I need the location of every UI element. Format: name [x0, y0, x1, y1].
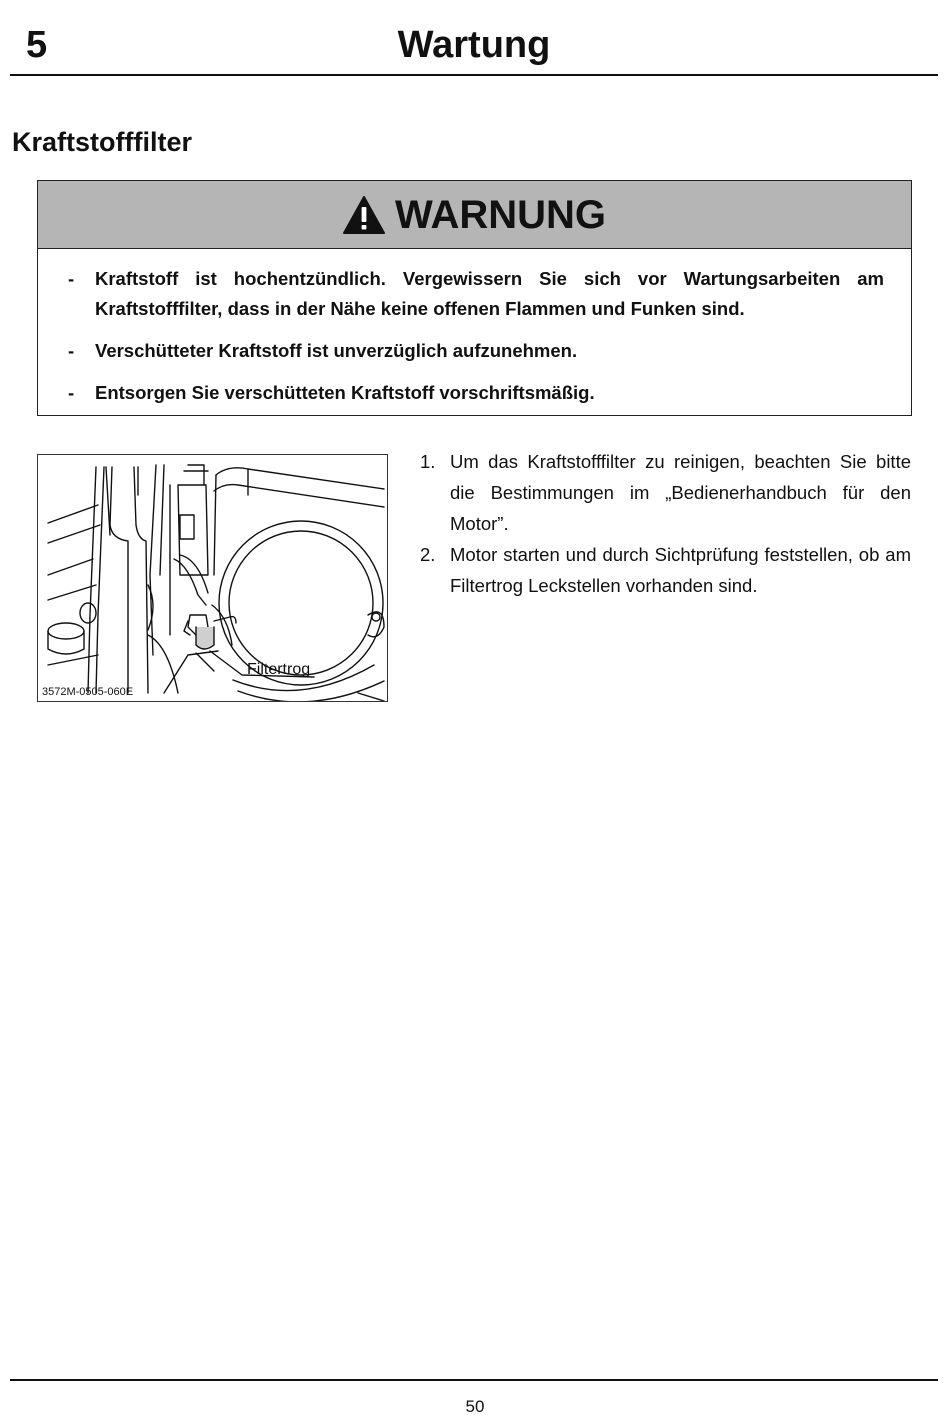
warning-item: - Kraftstoff ist hochentzündlich. Vergewissern Sie sich vor Wartungsarbeiten am Kraftstofffilter, dass in der Nähe keine offenen Flammen und Funken sind. [68, 268, 884, 319]
warning-item-text: Verschütteter Kraftstoff ist unverzüglich aufzunehmen. [95, 340, 578, 361]
warning-item: - Verschütteter Kraftstoff ist unverzüglich aufzunehmen. [68, 340, 578, 361]
step-text: Motor starten und durch Sichtprüfung feststellen, ob am Filtertrog Leckstellen vorhanden sind. [450, 544, 911, 596]
warning-item: - Entsorgen Sie verschütteten Kraftstoff vorschriftsmäßig. [68, 382, 595, 403]
procedure-steps [420, 446, 911, 601]
page-header [10, 0, 938, 76]
warning-box [37, 180, 912, 416]
fuel-filter-illustration [37, 454, 388, 702]
step-number: 1. [420, 451, 436, 472]
step-number: 2. [420, 544, 436, 565]
warning-title: WARNUNG [394, 192, 607, 237]
engine-line-drawing [38, 455, 387, 701]
warning-list [68, 264, 884, 420]
section-title: Kraftstofffilter [12, 127, 192, 157]
procedure-step [420, 446, 911, 539]
footer-divider [10, 1379, 938, 1381]
chapter-number: 5 [26, 24, 48, 66]
figure-code: 3572M-0505-060E [42, 686, 134, 698]
page-number: 50 [465, 1397, 485, 1416]
warning-item-text: Kraftstoff ist hochentzündlich. Vergewissern Sie sich vor Wartungsarbeiten am Kraftstofffilter, dass in der Nähe keine offenen Flammen und Funken sind. [95, 268, 884, 319]
step-text: Um das Kraftstofffilter zu reinigen, beachten Sie bitte die Bestimmungen im „Bedienerhandbuch für den Motor”. [450, 451, 911, 534]
warning-item-text: Entsorgen Sie verschütteten Kraftstoff vorschriftsmäßig. [95, 382, 595, 403]
procedure-step [420, 539, 911, 601]
warning-header [38, 181, 911, 249]
chapter-title: Wartung [397, 24, 551, 66]
figure-callout-label: Filtertrog [247, 661, 311, 678]
warning-triangle-icon [343, 196, 385, 234]
